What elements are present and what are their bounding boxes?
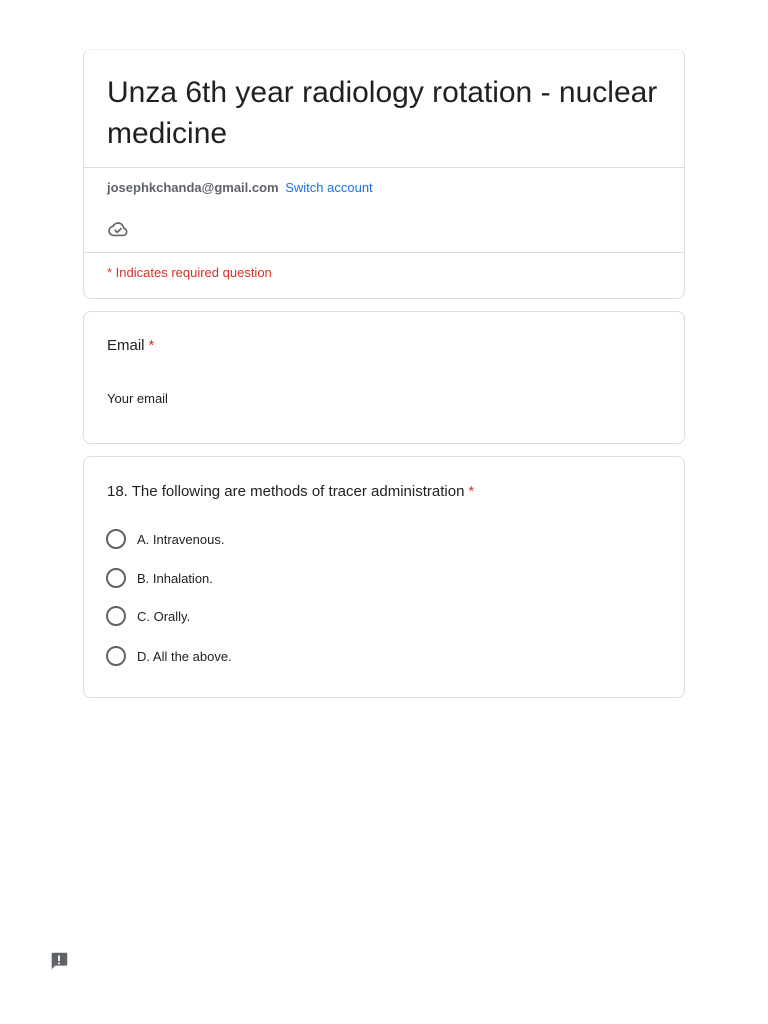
account-row (107, 180, 373, 196)
form-header-card (83, 49, 685, 299)
email-label-text: Email (107, 337, 145, 354)
email-input[interactable] (107, 388, 387, 408)
switch-account-link[interactable]: Switch account (285, 180, 373, 195)
option-label: A. Intravenous. (137, 531, 225, 547)
question-18-label (107, 482, 474, 502)
radio-button[interactable] (106, 606, 126, 626)
option-label: D. All the above. (137, 648, 232, 664)
required-divider (84, 252, 684, 253)
required-note: * Indicates required question (107, 265, 272, 280)
radio-button[interactable] (106, 568, 126, 588)
report-feedback-icon[interactable] (48, 950, 70, 972)
radio-button[interactable] (106, 529, 126, 549)
account-email: josephkchanda@gmail.com (107, 180, 279, 195)
question-18-card (83, 456, 685, 698)
required-star: * (468, 483, 475, 500)
radio-button[interactable] (106, 646, 126, 666)
question-18-text: 18. The following are methods of tracer administration (107, 483, 465, 500)
option-inhalation[interactable] (106, 566, 213, 590)
form-title: Unza 6th year radiology rotation - nuclear medicine (107, 76, 658, 150)
option-label: B. Inhalation. (137, 570, 213, 586)
option-label: C. Orally. (137, 608, 191, 624)
email-question-label (107, 336, 154, 356)
email-question-card (83, 311, 685, 444)
header-divider (84, 167, 684, 168)
required-star: * (148, 337, 155, 354)
option-orally[interactable] (106, 604, 190, 628)
cloud-saved-icon (107, 218, 129, 240)
option-all-the-above[interactable] (106, 644, 232, 668)
option-intravenous[interactable] (106, 527, 224, 551)
